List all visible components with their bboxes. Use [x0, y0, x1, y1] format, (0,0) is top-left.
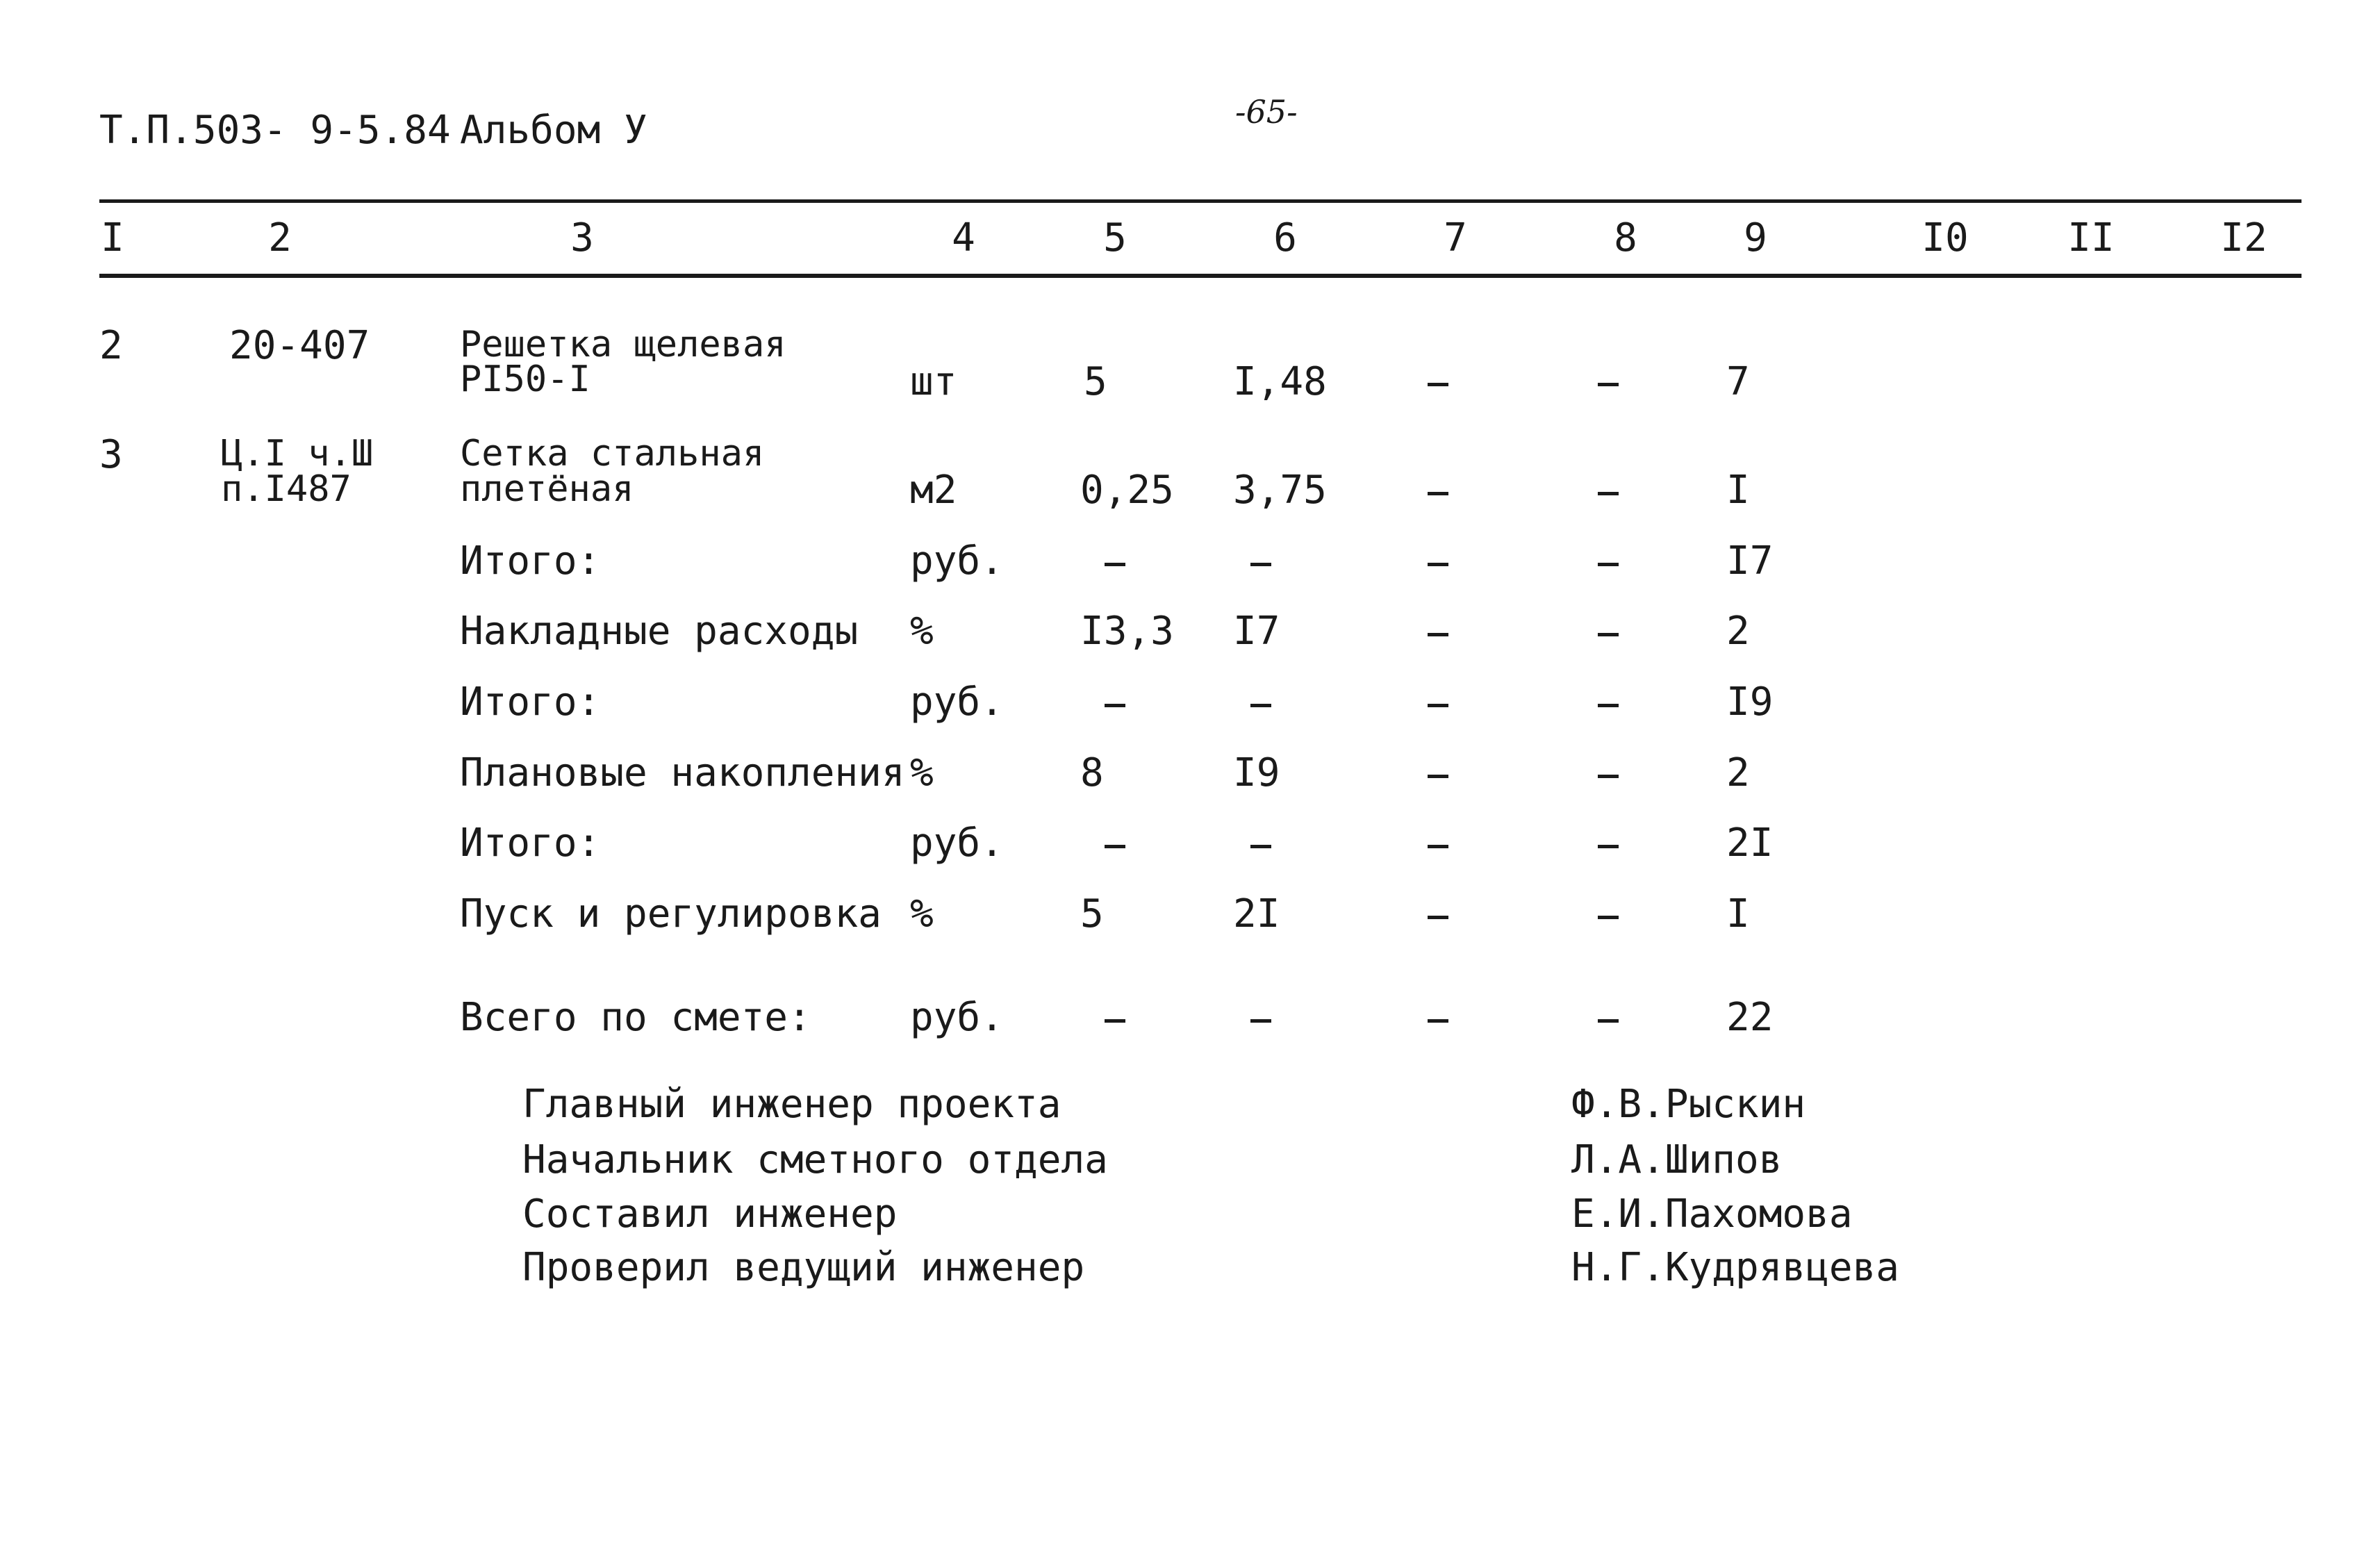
item-name-line2: плетёная [460, 468, 634, 510]
signature-role: Проверил ведущий инженер [522, 1245, 1085, 1290]
item-name-line2: PI50-I [460, 358, 590, 400]
table-header-rule [99, 274, 2302, 278]
summary-col5-dash [1105, 563, 1125, 566]
summary-label: Итого: [460, 538, 601, 584]
summary-col8-dash [1598, 633, 1619, 636]
summary-col8-dash [1598, 845, 1619, 848]
summary-col7-dash [1428, 916, 1448, 919]
page-number: -65- [1235, 93, 1298, 131]
summary-total: I9 [1726, 679, 1774, 725]
item-col7-dash [1428, 383, 1448, 386]
summary-unit: % [910, 609, 934, 654]
item-unit: шт [910, 359, 957, 404]
column-number: I [101, 215, 124, 261]
item-quantity: 0,25 [1080, 468, 1174, 513]
signature-role: Главный инженер проекта [522, 1082, 1061, 1127]
summary-col5-dash [1105, 704, 1125, 707]
column-number: 2 [268, 215, 292, 261]
item-quantity: 5 [1084, 359, 1107, 404]
summary-col7-dash [1428, 1019, 1448, 1023]
summary-total: 22 [1726, 995, 1774, 1040]
item-col8-dash [1598, 383, 1619, 386]
summary-col5-dash [1105, 845, 1125, 848]
summary-col6-dash [1250, 704, 1271, 707]
summary-total: 2I [1726, 820, 1774, 866]
summary-col5-dash [1105, 1019, 1125, 1023]
column-number: 7 [1444, 215, 1467, 261]
summary-rate: I3,3 [1080, 609, 1174, 654]
item-code-line2: п.I487 [221, 468, 352, 510]
summary-col8-dash [1598, 775, 1619, 778]
summary-total: I7 [1726, 538, 1774, 584]
summary-total: 2 [1726, 750, 1750, 795]
column-number: I2 [2220, 215, 2267, 261]
summary-col7-dash [1428, 633, 1448, 636]
summary-unit: % [910, 750, 934, 795]
item-code: 20-407 [229, 323, 370, 368]
signature-name: Л.А.Шипов [1571, 1137, 1783, 1182]
summary-base: I9 [1233, 750, 1280, 795]
summary-unit: руб. [910, 995, 1004, 1040]
document-reference: Т.П.503- 9-5.84 [99, 108, 451, 153]
item-code-line1: Ц.I ч.Ш [221, 433, 374, 475]
summary-unit: руб. [910, 538, 1004, 584]
summary-base: 2I [1233, 891, 1280, 937]
column-number: 4 [952, 215, 975, 261]
summary-col7-dash [1428, 845, 1448, 848]
summary-col6-dash [1250, 1019, 1271, 1023]
item-col8-dash [1598, 492, 1619, 495]
summary-unit: руб. [910, 679, 1004, 725]
summary-col7-dash [1428, 563, 1448, 566]
summary-total: I [1726, 891, 1750, 937]
item-price: 3,75 [1233, 468, 1327, 513]
summary-unit: руб. [910, 820, 1004, 866]
column-number: I0 [1922, 215, 1969, 261]
summary-col7-dash [1428, 704, 1448, 707]
summary-rate: 5 [1080, 891, 1104, 937]
summary-col8-dash [1598, 916, 1619, 919]
summary-col6-dash [1250, 563, 1271, 566]
column-number: 9 [1744, 215, 1767, 261]
signature-name: Н.Г.Кудрявцева [1571, 1245, 1900, 1290]
item-number: 2 [99, 323, 123, 368]
summary-col6-dash [1250, 845, 1271, 848]
column-number: 3 [570, 215, 594, 261]
item-number: 3 [99, 432, 123, 477]
item-col7-dash [1428, 492, 1448, 495]
summary-label: Итого: [460, 679, 601, 725]
summary-label: Всего по смете: [460, 995, 811, 1040]
summary-col8-dash [1598, 704, 1619, 707]
item-name-line1: Решетка щелевая [460, 324, 786, 365]
summary-unit: % [910, 891, 934, 937]
summary-col8-dash [1598, 1019, 1619, 1023]
item-total: I [1726, 468, 1750, 513]
item-name-line1: Сетка стальная [460, 433, 765, 475]
column-number: II [2067, 215, 2115, 261]
album-label: Альбом У [460, 108, 647, 153]
table-top-rule [99, 199, 2302, 203]
item-total: 7 [1726, 359, 1750, 404]
summary-label: Накладные расходы [460, 609, 859, 654]
item-price: I,48 [1233, 359, 1327, 404]
summary-col8-dash [1598, 563, 1619, 566]
item-unit: м2 [910, 468, 957, 513]
signature-role: Составил инженер [522, 1191, 898, 1237]
summary-rate: 8 [1080, 750, 1104, 795]
summary-base: I7 [1233, 609, 1280, 654]
signature-name: Ф.В.Рыскин [1571, 1082, 1806, 1127]
summary-label: Плановые накопления [460, 750, 905, 795]
summary-label: Пуск и регулировка [460, 891, 882, 937]
column-number: 8 [1614, 215, 1637, 261]
summary-total: 2 [1726, 609, 1750, 654]
column-number: 6 [1273, 215, 1297, 261]
summary-label: Итого: [460, 820, 601, 866]
column-number: 5 [1103, 215, 1127, 261]
summary-col7-dash [1428, 775, 1448, 778]
signature-role: Начальник сметного отдела [522, 1137, 1108, 1182]
signature-name: Е.И.Пахомова [1571, 1191, 1853, 1237]
